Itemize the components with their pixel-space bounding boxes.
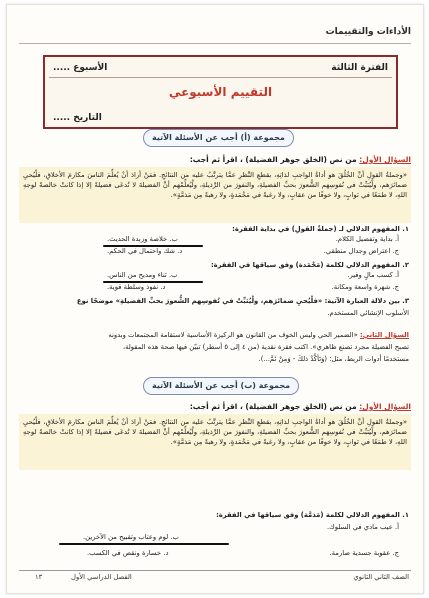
question-label: السؤال الأول: (359, 155, 411, 164)
a-q1-option-c: ج. اعتراض وجدال منطقي. (323, 247, 399, 255)
answer-underline (59, 543, 229, 545)
footer-page-number: ١٣ (35, 573, 43, 581)
group-b-title: مجموعة (ب) أجب عن الأسئلة الآتية (143, 377, 299, 395)
footer-grade: الصف الثاني الثانوي (353, 573, 409, 581)
a-q2-stem: ٢. المفهوم الدلالي لكلمة (مَحْمَدة) وفق سياقها في الفقرة: (210, 261, 409, 269)
a-q1-option-d: د. شك واحتمال في الحكم. (107, 247, 183, 255)
page-footer (21, 573, 409, 585)
week-field: الأسبوع ..... (53, 63, 108, 73)
a-q1-option-a: أ. بداية وتفصيل الكلام. (335, 235, 399, 243)
b-q1-option-a: أ. عيب مادي في السلوك. (327, 523, 399, 531)
date-field: التاريخ ..... (53, 113, 102, 123)
worksheet-page (6, 4, 424, 594)
group-a-title: مجموعة (أ) أجب عن الأسئلة الآتية (143, 129, 294, 147)
second-question-text: «الضمير الحي وليس الخوف من القانون هو الركيزة الأساسية لاستقامة المجتمعات وبدونه (108, 331, 358, 339)
a-q3-line-1: ٣. بين دلالة العبارة الآتية: «فلْيُحيِ ضمائرَهم، ولْيُثبِّتْ في نُفوسِهم الشُّعورَ بحبِّ الفضيلةِ» موضحًا نوع (76, 297, 409, 305)
question-text: من نص (الخلق جوهر الفضيلة) ، اقرأ ثم أجب: (189, 402, 357, 411)
second-question-label: السؤال الثاني: (359, 331, 409, 339)
a-q1-stem: ١. المفهوم الدلالي لـ (جملةُ القولِ) في بداية الفقرة: (232, 225, 409, 233)
assessment-info-box (43, 55, 398, 129)
a-q1-option-b: ب. خلاصة وزبدة الحديث. (107, 235, 178, 243)
group-b-question-1-heading (190, 402, 411, 411)
group-b-passage: «وجملةُ القولِ أنَّ الخُلُقَ هو أداةُ الواجبِ لذاتِهِ، بقطعِ النَّظرِ عمَّا يترتَّبُ عليه من النتائجِ. فمَنْ أرادَ أنْ يُعلِّمَ الناسَ مكارمَ الأخلاقِ، فلْيُحيِ ضمائرَهم، ولْيُثبِّتْ في نُفوسِهم الشُّعورَ بحبِّ الفضيلةِ، والنفورَ من الرَّذيلةِ، ولْيُعلِّمْهم أنَّ الفضيلةَ لا تُدعَى فضيلةً إلا إذا كانتْ خالصةً لوجهِ اللهِ، لا طمَعًا في ثوابٍ، ولا خوفًا من عقابٍ، ولا رغبةً في مَحْمَدةٍ، ولا رهبةً مِن مَذمَّةٍ». (19, 414, 411, 470)
b-q1-stem: ١. المفهوم الدلالي لكلمة (مَذمَّة) وفق سياقها في الفقرة: (216, 511, 409, 519)
a-q2-option-b: ب. ثناء ومديح من الناس. (107, 271, 178, 279)
question-label: السؤال الأول: (359, 402, 411, 411)
header-divider (19, 43, 411, 44)
assessment-title: التقييم الأسبوعي (168, 85, 273, 99)
a-second-question-line-3: مستخدمًا أدوات الربط، مثل: (وَتَأكَّدْ ذلكَ - وَمِنْ ثَمَّ...). (258, 355, 409, 363)
a-q2-option-a: أ. كسب مالٍ وفير. (347, 271, 399, 279)
question-text: من نص (الخلق جوهر الفضيلة) ، اقرأ ثم أجب: (189, 155, 357, 164)
group-a-question-1-heading (190, 155, 411, 164)
section-header: الأداءات والتقييمات (325, 27, 411, 37)
b-q1-option-b: ب. لوم وعتاب وتقبيح من الآخرين. (83, 533, 179, 541)
a-second-question-line-1 (108, 331, 409, 340)
footer-divider (19, 570, 411, 571)
group-a-passage: «وجملةُ القولِ أنَّ الخُلُقَ هو أداةُ الواجبِ لذاتِهِ، بقطعِ النَّظرِ عمَّا يترتَّبُ عليه من النتائجِ. فمَنْ أرادَ أنْ يُعلِّمَ الناسَ مكارمَ الأخلاقِ، فلْيُحيِ ضمائرَهم، ولْيُثبِّتْ في نُفوسِهم الشُّعورَ بحبِّ الفضيلةِ، والنفورَ من الرَّذيلةِ، ولْيُعلِّمْهم أنَّ الفضيلةَ لا تُدعَى فضيلةً إلا إذا كانتْ خالصةً لوجهِ اللهِ، لا طمَعًا في ثوابٍ، ولا خوفًا من عقابٍ، ولا رغبةً في مَحْمَدةٍ، ولا رهبةً مِن مَذمَّةٍ». (19, 167, 411, 223)
info-box-divider (49, 77, 392, 78)
b-q1-option-d: د. خسارة ونقص في الكسب. (87, 549, 169, 557)
a-second-question-line-2: تصبح الفضيلة مجرد تصنع ظاهري». اكتب فقرة نقدية (من ٤ إلى ٥ أسطر) تبيّن فيها صحة هذه المقولة، (122, 343, 409, 351)
term-label: الفترة الثالثة (331, 63, 388, 73)
footer-semester: الفصل الدراسي الأول (71, 573, 132, 581)
b-q1-option-c: ج. عقوبة جسدية صارمة. (329, 549, 399, 557)
a-q3-line-2: الأسلوب الإنشائي المستخدم. (327, 309, 409, 317)
a-q2-option-d: د. نفوذ وسلطة قوية. (107, 283, 166, 291)
a-q2-option-c: ج. شهرة واسعة ومكانة. (331, 283, 399, 291)
